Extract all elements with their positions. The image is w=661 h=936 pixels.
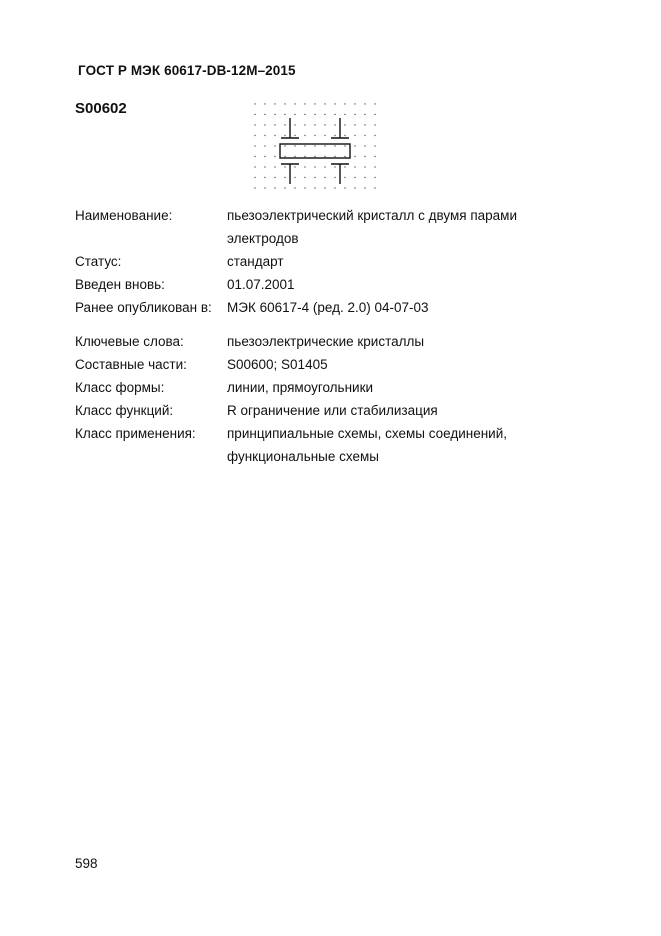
property-label: Ключевые слова: [75,334,184,349]
grid-dot [274,145,275,146]
grid-dot [374,103,375,104]
grid-dot [324,103,325,104]
grid-dot [344,177,345,178]
grid-dot [324,156,325,157]
grid-dot [254,114,255,115]
grid-dot [314,135,315,136]
grid-dot [294,156,295,157]
grid-dot [344,135,345,136]
property-value: линии, прямоугольники [227,380,374,395]
grid-dots [254,103,375,188]
property-label: Класс функций: [75,403,174,418]
property-label: Наименование: [75,208,173,223]
grid-dot [304,145,305,146]
grid-dot [314,166,315,167]
grid-dot [264,166,265,167]
property-label: Класс применения: [75,426,196,441]
grid-dot [354,124,355,125]
property-row-components [75,353,595,376]
grid-dot [304,114,305,115]
grid-dot [364,103,365,104]
grid-dot [284,177,285,178]
property-value: 01.07.2001 [227,277,295,292]
grid-dot [314,177,315,178]
grid-dot [284,114,285,115]
grid-dot [364,145,365,146]
property-row-keywords [75,330,595,353]
grid-dot [374,177,375,178]
property-row-introduced [75,273,595,296]
property-row-shape-class [75,376,595,399]
grid-dot [284,103,285,104]
grid-dot [354,114,355,115]
grid-dot [354,156,355,157]
document-header: ГОСТ Р МЭК 60617-DB-12M–2015 [78,63,296,78]
property-value: МЭК 60617-4 (ред. 2.0) 04-07-03 [227,300,429,315]
grid-dot [304,135,305,136]
grid-dot [344,114,345,115]
property-label: Статус: [75,254,122,269]
grid-dot [274,124,275,125]
grid-dot [374,166,375,167]
grid-dot [314,145,315,146]
grid-dot [374,187,375,188]
grid-dot [264,103,265,104]
grid-dot [314,114,315,115]
property-row-status [75,250,595,273]
grid-dot [334,166,335,167]
property-value: электродов [227,231,299,246]
grid-dot [324,187,325,188]
grid-dot [254,145,255,146]
grid-dot [254,156,255,157]
grid-dot [334,124,335,125]
grid-dot [324,177,325,178]
grid-dot [314,156,315,157]
grid-dot [344,103,345,104]
property-label: Введен вновь: [75,277,165,292]
grid-dot [364,166,365,167]
grid-dot [334,156,335,157]
grid-dot [264,135,265,136]
grid-dot [254,124,255,125]
grid-dot [294,166,295,167]
property-row-application-class [75,422,595,445]
property-value: R ограничение или стабилизация [227,403,438,418]
grid-dot [284,145,285,146]
grid-dot [354,187,355,188]
grid-dot [354,145,355,146]
grid-dot [354,166,355,167]
grid-dot [334,145,335,146]
grid-dot [344,187,345,188]
property-value: стандарт [227,254,284,269]
grid-dot [284,187,285,188]
grid-dot [334,177,335,178]
grid-dot [314,124,315,125]
grid-dot [284,124,285,125]
property-value: функциональные схемы [227,449,379,464]
grid-dot [304,187,305,188]
grid-dot [314,103,315,104]
grid-dot [364,124,365,125]
grid-dot [304,156,305,157]
crystal-symbol [280,118,350,184]
grid-dot [354,177,355,178]
grid-dot [354,135,355,136]
grid-dot [344,145,345,146]
grid-dot [374,114,375,115]
page-number: 598 [75,856,98,871]
grid-dot [294,103,295,104]
grid-dot [334,135,335,136]
grid-dot [324,145,325,146]
grid-dot [294,135,295,136]
grid-dot [304,177,305,178]
grid-dot [254,166,255,167]
grid-dot [324,114,325,115]
property-label: Класс формы: [75,380,165,395]
grid-dot [274,135,275,136]
property-row-application-class-cont [75,445,595,468]
grid-dot [294,187,295,188]
grid-dot [344,156,345,157]
grid-dot [264,124,265,125]
grid-dot [334,103,335,104]
property-row-name [75,204,595,227]
grid-dot [264,114,265,115]
grid-dot [284,135,285,136]
grid-dot [264,156,265,157]
grid-dot [344,166,345,167]
grid-dot [374,145,375,146]
grid-dot [274,177,275,178]
property-value: пьезоэлектрические кристаллы [227,334,425,349]
property-value: S00600; S01405 [227,357,328,372]
property-row-function-class [75,399,595,422]
grid-dot [324,124,325,125]
grid-dot [274,114,275,115]
grid-dot [294,145,295,146]
grid-dot [264,145,265,146]
property-row-name-cont [75,227,595,250]
grid-dot [354,103,355,104]
grid-dot [284,166,285,167]
grid-dot [254,187,255,188]
grid-dot [374,124,375,125]
grid-dot [254,177,255,178]
property-row-published [75,296,595,319]
grid-dot [254,103,255,104]
property-label: Ранее опубликован в: [75,300,212,315]
grid-dot [274,187,275,188]
grid-dot [294,114,295,115]
grid-dot [364,187,365,188]
grid-dot [304,103,305,104]
grid-dot [284,156,285,157]
symbol-code: S00602 [75,100,127,117]
property-label: Составные части: [75,357,187,372]
grid-dot [324,166,325,167]
grid-dot [364,156,365,157]
grid-dot [274,103,275,104]
grid-dot [264,177,265,178]
grid-dot [364,114,365,115]
grid-dot [304,166,305,167]
grid-dot [374,156,375,157]
grid-dot [254,135,255,136]
grid-dot [334,187,335,188]
symbol-properties [75,204,595,468]
grid-dot [374,135,375,136]
grid-dot [324,135,325,136]
grid-dot [334,114,335,115]
grid-dot [364,135,365,136]
grid-dot [274,156,275,157]
piezo-crystal-symbol-icon [250,98,380,194]
grid-dot [344,124,345,125]
grid-dot [304,124,305,125]
grid-dot [294,124,295,125]
grid-dot [274,166,275,167]
grid-dot [264,187,265,188]
grid-dot [314,187,315,188]
property-value: принципиальные схемы, схемы соединений, [227,426,507,441]
property-value: пьезоэлектрический кристалл с двумя парами [227,208,517,223]
grid-dot [294,177,295,178]
grid-dot [364,177,365,178]
